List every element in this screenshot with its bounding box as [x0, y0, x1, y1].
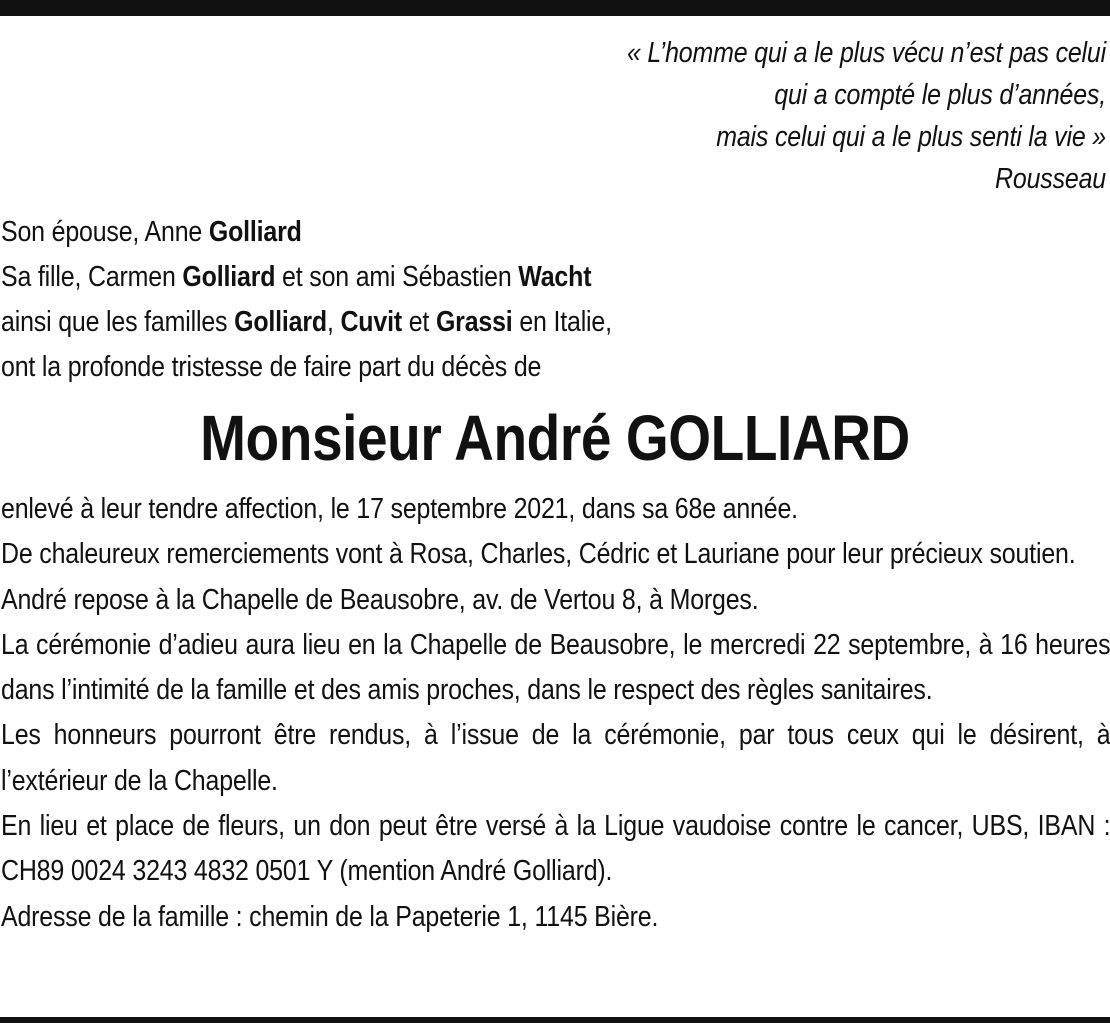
body-paragraph-resting-place: André repose à la Chapelle de Beausobre, av. de Vertou 8, à Morges. [1, 583, 759, 616]
family-line-text: Sa fille, Carmen [1, 261, 183, 293]
quote-author: Rousseau [995, 163, 1106, 195]
family-announcement [1, 210, 612, 390]
body-paragraph-ceremony: La cérémonie d’adieu aura lieu en la Chapelle de Beausobre, le mercredi 22 septembre, à 16 heures dans l’intimité de la famille et des amis proches, dans le respect des règles sanitaires. [1, 628, 1110, 707]
family-line-spouse [1, 210, 612, 255]
family-line-daughter [1, 255, 612, 300]
family-surname: Golliard [234, 306, 327, 338]
family-line-text: et son ami Sébastien [275, 261, 519, 293]
epigraph-quote [452, 32, 1106, 200]
bottom-border-rule [0, 1017, 1110, 1023]
family-surname: Golliard [182, 261, 276, 293]
family-line-text: Son épouse, Anne [1, 216, 209, 248]
family-line-announcement: ont la profonde tristesse de faire part du décès de [1, 351, 542, 383]
family-line-text: en Italie, [512, 306, 612, 338]
body-paragraph-honours: Les honneurs pourront être rendus, à l’issue de la cérémonie, par tous ceux qui le désirent, à l’extérieur de la Chapelle. [1, 719, 1110, 797]
family-line-relatives [1, 300, 612, 345]
deceased-name-heading: Monsieur André GOLLIARD [200, 402, 910, 474]
family-surname: Golliard [208, 216, 302, 248]
family-surname: Cuvit [340, 306, 402, 338]
family-line-text: ainsi que les familles [1, 306, 235, 338]
quote-line-2: qui a compté le plus d’années, [774, 79, 1106, 111]
quote-line-1: « L’homme qui a le plus vécu n’est pas celui [626, 37, 1106, 69]
body-paragraph-family-address: Adresse de la famille : chemin de la Papeterie 1, 1145 Bière. [1, 900, 659, 933]
body-paragraph-death-date: enlevé à leur tendre affection, le 17 septembre 2021, dans sa 68e année. [1, 493, 798, 525]
family-line-text: , [326, 306, 341, 338]
top-border-rule [0, 0, 1110, 16]
family-line-text: et [401, 306, 436, 338]
obituary-body [1, 487, 1110, 940]
body-paragraph-donation: En lieu et place de fleurs, un don peut être versé à la Ligue vaudoise contre le cancer, UBS, IBAN : CH89 0024 3243 4832 0501 Y (mention André Golliard). [1, 810, 1110, 888]
family-surname: Grassi [435, 306, 513, 338]
family-surname: Wacht [518, 261, 592, 293]
body-paragraph-thanks: De chaleureux remerciements vont à Rosa, Charles, Cédric et Lauriane pour leur précieux soutien. [1, 538, 1076, 571]
quote-line-3: mais celui qui a le plus senti la vie » [716, 121, 1106, 153]
